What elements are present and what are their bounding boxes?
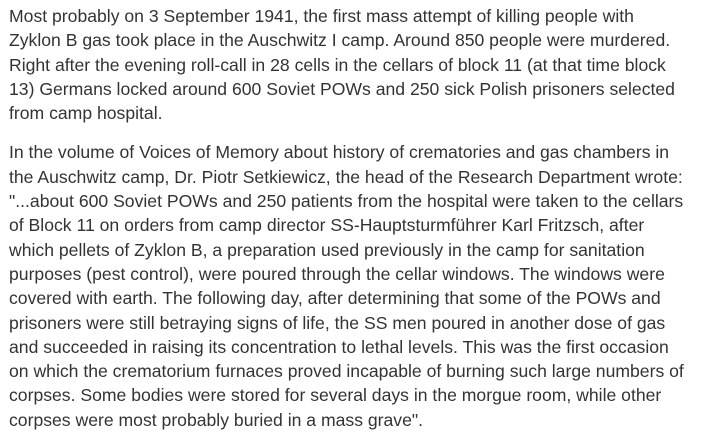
paragraph-first-gassing: [9, 4, 709, 125]
text-line: Zyklon B gas took place in the Auschwitz I camp. Around 850 people were murdered.: [9, 30, 671, 51]
text-line: Most probably on 3 September 1941, the first mass attempt of killing people with: [9, 6, 634, 26]
text-line: and succeeded in raising its concentration to lethal levels. This was the first occasion: [9, 336, 669, 357]
text-line: Right after the evening roll-call in 28 cells in the cellars of block 11 (at that time block: [9, 54, 666, 75]
article-body: [9, 4, 709, 432]
text-line: covered with earth. The following day, after determining that some of the POWs and: [9, 288, 661, 309]
text-line: corpses. Some bodies were stored for several days in the morgue room, while other: [9, 385, 662, 406]
text-line: In the volume of Voices of Memory about history of crematories and gas chambers in: [9, 142, 670, 163]
text-line: purposes (pest control), were poured through the cellar windows. The windows were: [9, 263, 665, 284]
text-line: "...about 600 Soviet POWs and 250 patients from the hospital were taken to the cellars: [9, 191, 684, 212]
text-line: on which the crematorium furnaces proved incapable of burning such large numbers of: [9, 361, 684, 382]
text-line: from camp hospital.: [9, 103, 163, 124]
text-line: which pellets of Zyklon B, a preparation used previously in the camp for sanitation: [9, 239, 645, 260]
text-line: 13) Germans locked around 600 Soviet POWs and 250 sick Polish prisoners selected: [9, 78, 675, 99]
text-line: the Auschwitz camp, Dr. Piotr Setkiewicz, the head of the Research Department wrote:: [9, 166, 683, 187]
text-line: of Block 11 on orders from camp director SS-Hauptsturmführer Karl Fritzsch, after: [9, 215, 645, 236]
text-line: corpses were most probably buried in a mass grave".: [9, 409, 424, 430]
paragraph-setkiewicz-quote: [9, 140, 709, 432]
text-line: prisoners were still betraying signs of life, the SS men poured in another dose of gas: [9, 312, 666, 333]
